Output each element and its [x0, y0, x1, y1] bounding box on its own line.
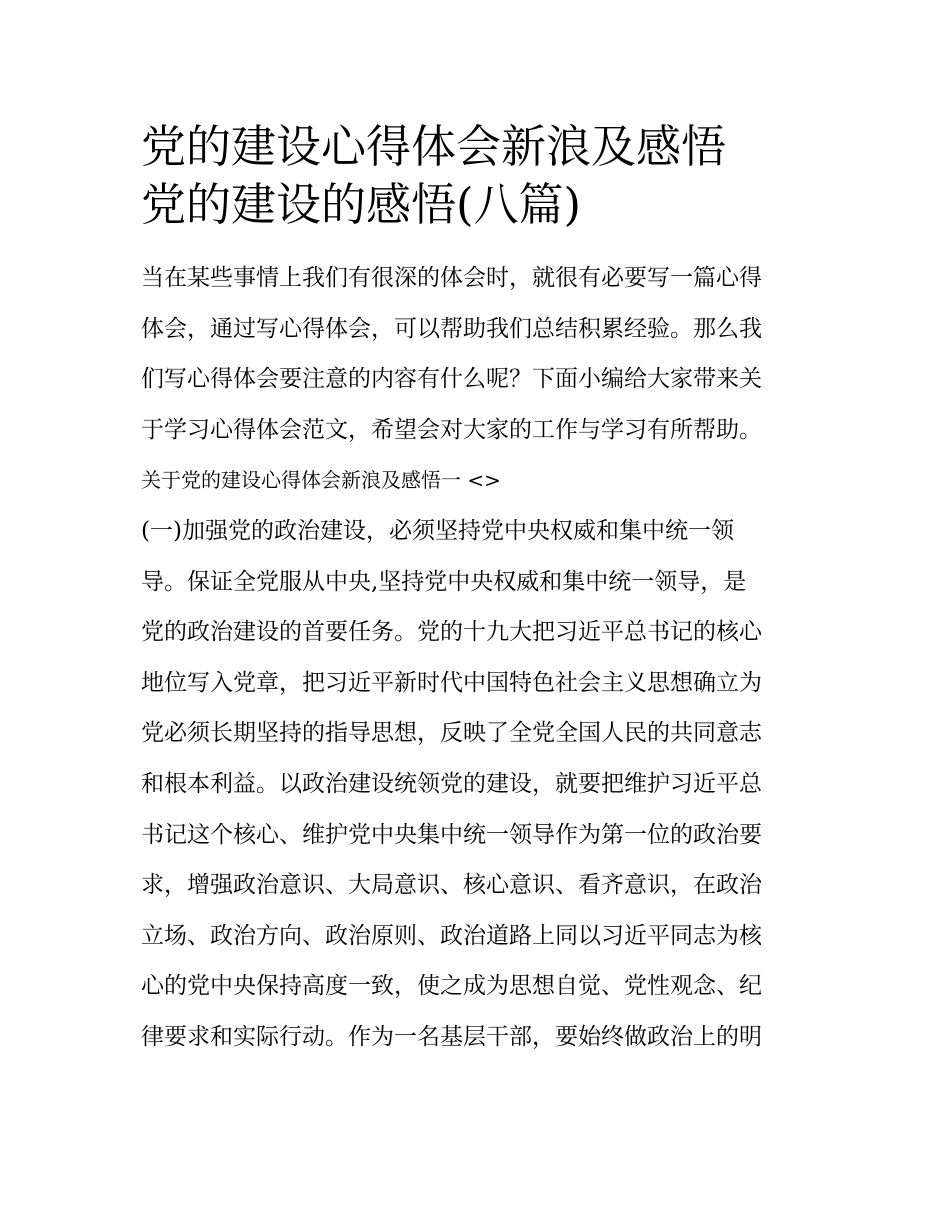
text-line: 党必须长期坚持的指导思想，反映了全党全国人民的共同意志 — [141, 720, 762, 747]
text-line: 地位写入党章，把习近平新时代中国特色社会主义思想确立为 — [141, 669, 762, 696]
text-line: 立场、政治方向、政治原则、政治道路上同以习近平同志为核 — [141, 922, 762, 949]
text-line: 书记这个核心、维护党中央集中统一领导作为第一位的政治要 — [141, 821, 762, 848]
text-line: 们写心得体会要注意的内容有什么呢？下面小编给大家带来关 — [141, 366, 762, 393]
title-line: 党的建设的感悟(八篇) — [141, 178, 582, 231]
body-paragraph — [141, 517, 821, 1051]
text-line: 于学习心得体会范文，希望会对大家的工作与学习有所帮助。 — [141, 416, 762, 443]
document-page — [141, 118, 821, 1074]
text-line: 党的政治建设的首要任务。党的十九大把习近平总书记的核心 — [141, 619, 762, 646]
text-line: 当在某些事情上我们有很深的体会时，就很有必要写一篇心得 — [141, 265, 762, 291]
text-line: 求，增强政治意识、大局意识、核心意识、看齐意识，在政治 — [141, 872, 762, 899]
section-heading: 关于党的建设心得体会新浪及感悟一 <> — [141, 468, 501, 493]
text-line: 心的党中央保持高度一致，使之成为思想自觉、党性观念、纪 — [141, 973, 762, 1000]
text-line: 和根本利益。以政治建设统领党的建设，就要把维护习近平总 — [141, 770, 762, 797]
intro-paragraph — [141, 264, 821, 444]
document-title — [141, 118, 821, 234]
text-line: (一)加强党的政治建设，必须坚持党中央权威和集中统一领 — [141, 517, 734, 544]
text-line: 导。保证全党服从中央,坚持党中央权威和集中统一领导，是 — [141, 568, 747, 595]
title-line: 党的建设心得体会新浪及感悟 — [141, 120, 727, 173]
text-line: 体会，通过写心得体会，可以帮助我们总结积累经验。那么我 — [141, 315, 762, 342]
text-line: 律要求和实际行动。作为一名基层干部，要始终做政治上的明 — [141, 1023, 762, 1050]
